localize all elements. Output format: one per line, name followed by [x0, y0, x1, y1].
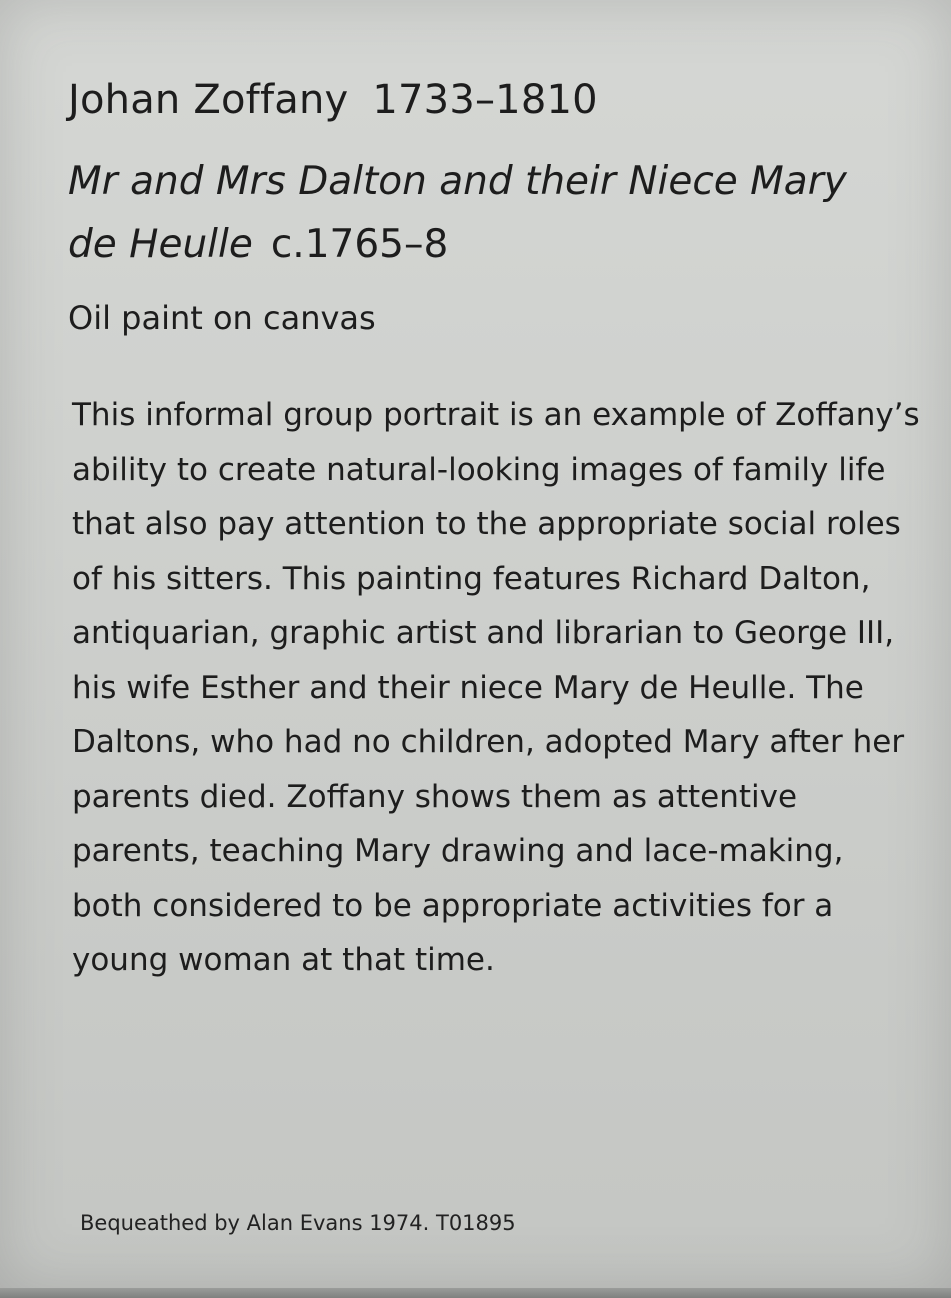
artist-dates: 1733–1810 [372, 77, 598, 123]
artwork-title: Mr and Mrs Dalton and their Niece Mary de Heulle [68, 159, 847, 267]
wall-edge [0, 1288, 951, 1298]
artwork-medium: Oil paint on canvas [68, 299, 376, 337]
artwork-date: c.1765–8 [270, 222, 449, 267]
artist-line [68, 72, 928, 128]
credit-line: Bequeathed by Alan Evans 1974. T01895 [80, 1211, 516, 1235]
artwork-title-line [68, 150, 858, 276]
label-text-block [68, 72, 928, 988]
artwork-description: This informal group portrait is an example of Zoffany’s ability to create natural-looking images of family life that also pay attention to the appropriate social roles of his sitters. This painting features Richard Dalton, antiquarian, graphic artist and librarian to George III, his wife Esther and their niece Mary de Heulle. The Daltons, who had no children, adopted Mary after her parents died. Zoffany shows them as attentive parents, teaching Mary drawing and lace-making, both considered to be appropriate activities for a young woman at that time. [72, 397, 920, 978]
artist-name: Johan Zoffany [68, 77, 349, 123]
